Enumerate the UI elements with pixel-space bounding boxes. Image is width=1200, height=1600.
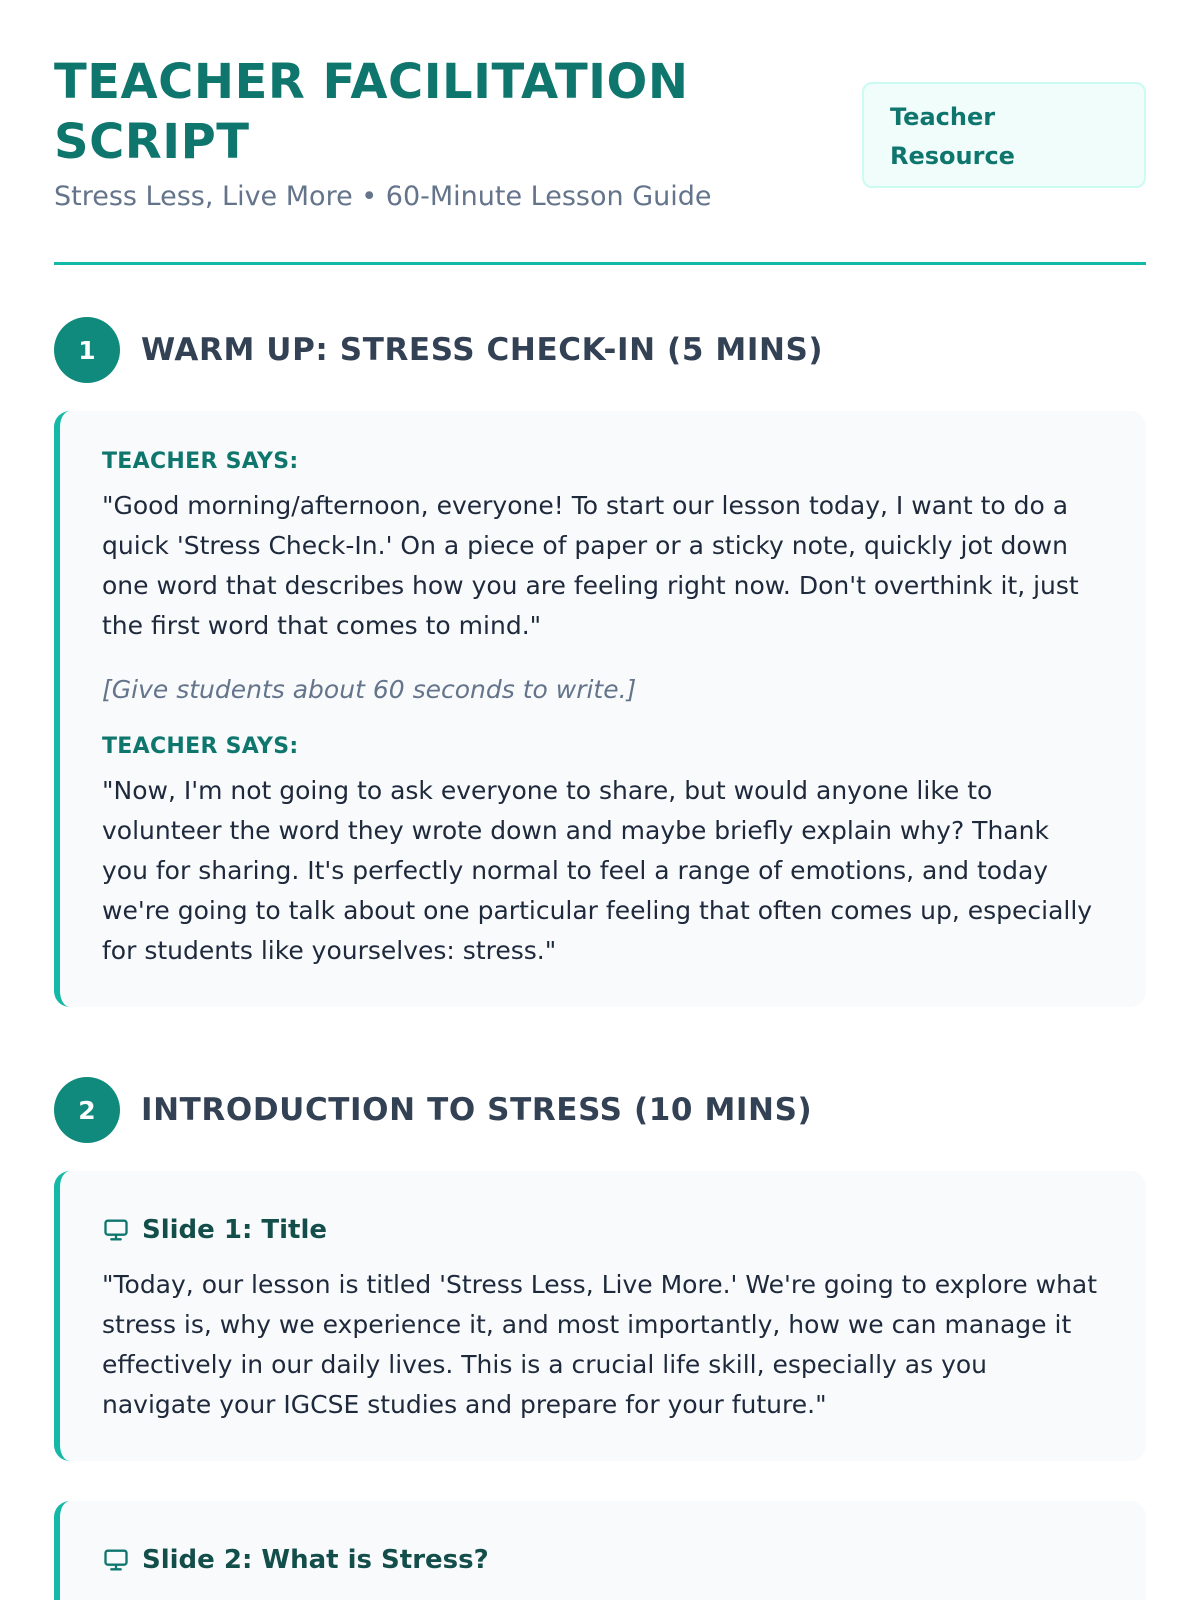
slide-header [102, 1545, 1102, 1575]
badge-line-1: Teacher [890, 103, 996, 131]
script-card [54, 411, 1146, 1007]
monitor-icon [102, 1216, 130, 1244]
teacher-says-label: TEACHER SAYS: [102, 449, 299, 474]
section-number-badge: 1 [54, 317, 120, 383]
section-title: WARM UP: STRESS CHECK-IN (5 MINS) [141, 332, 824, 368]
header-divider [54, 262, 1146, 265]
page-header [54, 52, 1146, 262]
section-title: INTRODUCTION TO STRESS (10 MINS) [141, 1092, 813, 1128]
teacher-says-label: TEACHER SAYS: [102, 734, 299, 759]
section-2-header [54, 1077, 1146, 1143]
slide-title: Slide 2: What is Stress? [142, 1545, 489, 1575]
slide-title: Slide 1: Title [142, 1215, 328, 1245]
page-subtitle: Stress Less, Live More • 60-Minute Lesson Guide [54, 181, 712, 212]
slide-card [54, 1171, 1146, 1461]
teacher-resource-badge [862, 82, 1146, 188]
slide-card [54, 1501, 1146, 1600]
teacher-quote: "Good morning/afternoon, everyone! To start our lesson today, I want to do a quick 'Stress Check-In.' On a piece of paper or a sticky note, quickly jot down one word that describes how you are feeling right now. Don't overthink it, just the first word that comes to mind." [102, 491, 1079, 640]
stage-direction: [Give students about 60 seconds to write.] [102, 675, 637, 704]
slide-script-text: "Today, our lesson is titled 'Stress Less, Live More.' We're going to explore what stress is, why we experience it, and most importantly, how we can manage it effectively in our daily lives. This is a crucial life skill, especially as you navigate your IGCSE studies and prepare for your future." [102, 1270, 1098, 1419]
slide-header [102, 1215, 1102, 1245]
page-title: TEACHER FACILITATION SCRIPT [54, 54, 689, 170]
monitor-icon [102, 1546, 130, 1574]
teacher-quote: "Now, I'm not going to ask everyone to share, but would anyone like to volunteer the word they wrote down and maybe briefly explain why? Thank you for sharing. It's perfectly normal to feel a range of emotions, and today we're going to talk about one particular feeling that often comes up, especially for students like yourselves: stress." [102, 776, 1093, 965]
section-1-header [54, 317, 1146, 383]
section-number-badge: 2 [54, 1077, 120, 1143]
badge-line-2: Resource [890, 142, 1015, 170]
